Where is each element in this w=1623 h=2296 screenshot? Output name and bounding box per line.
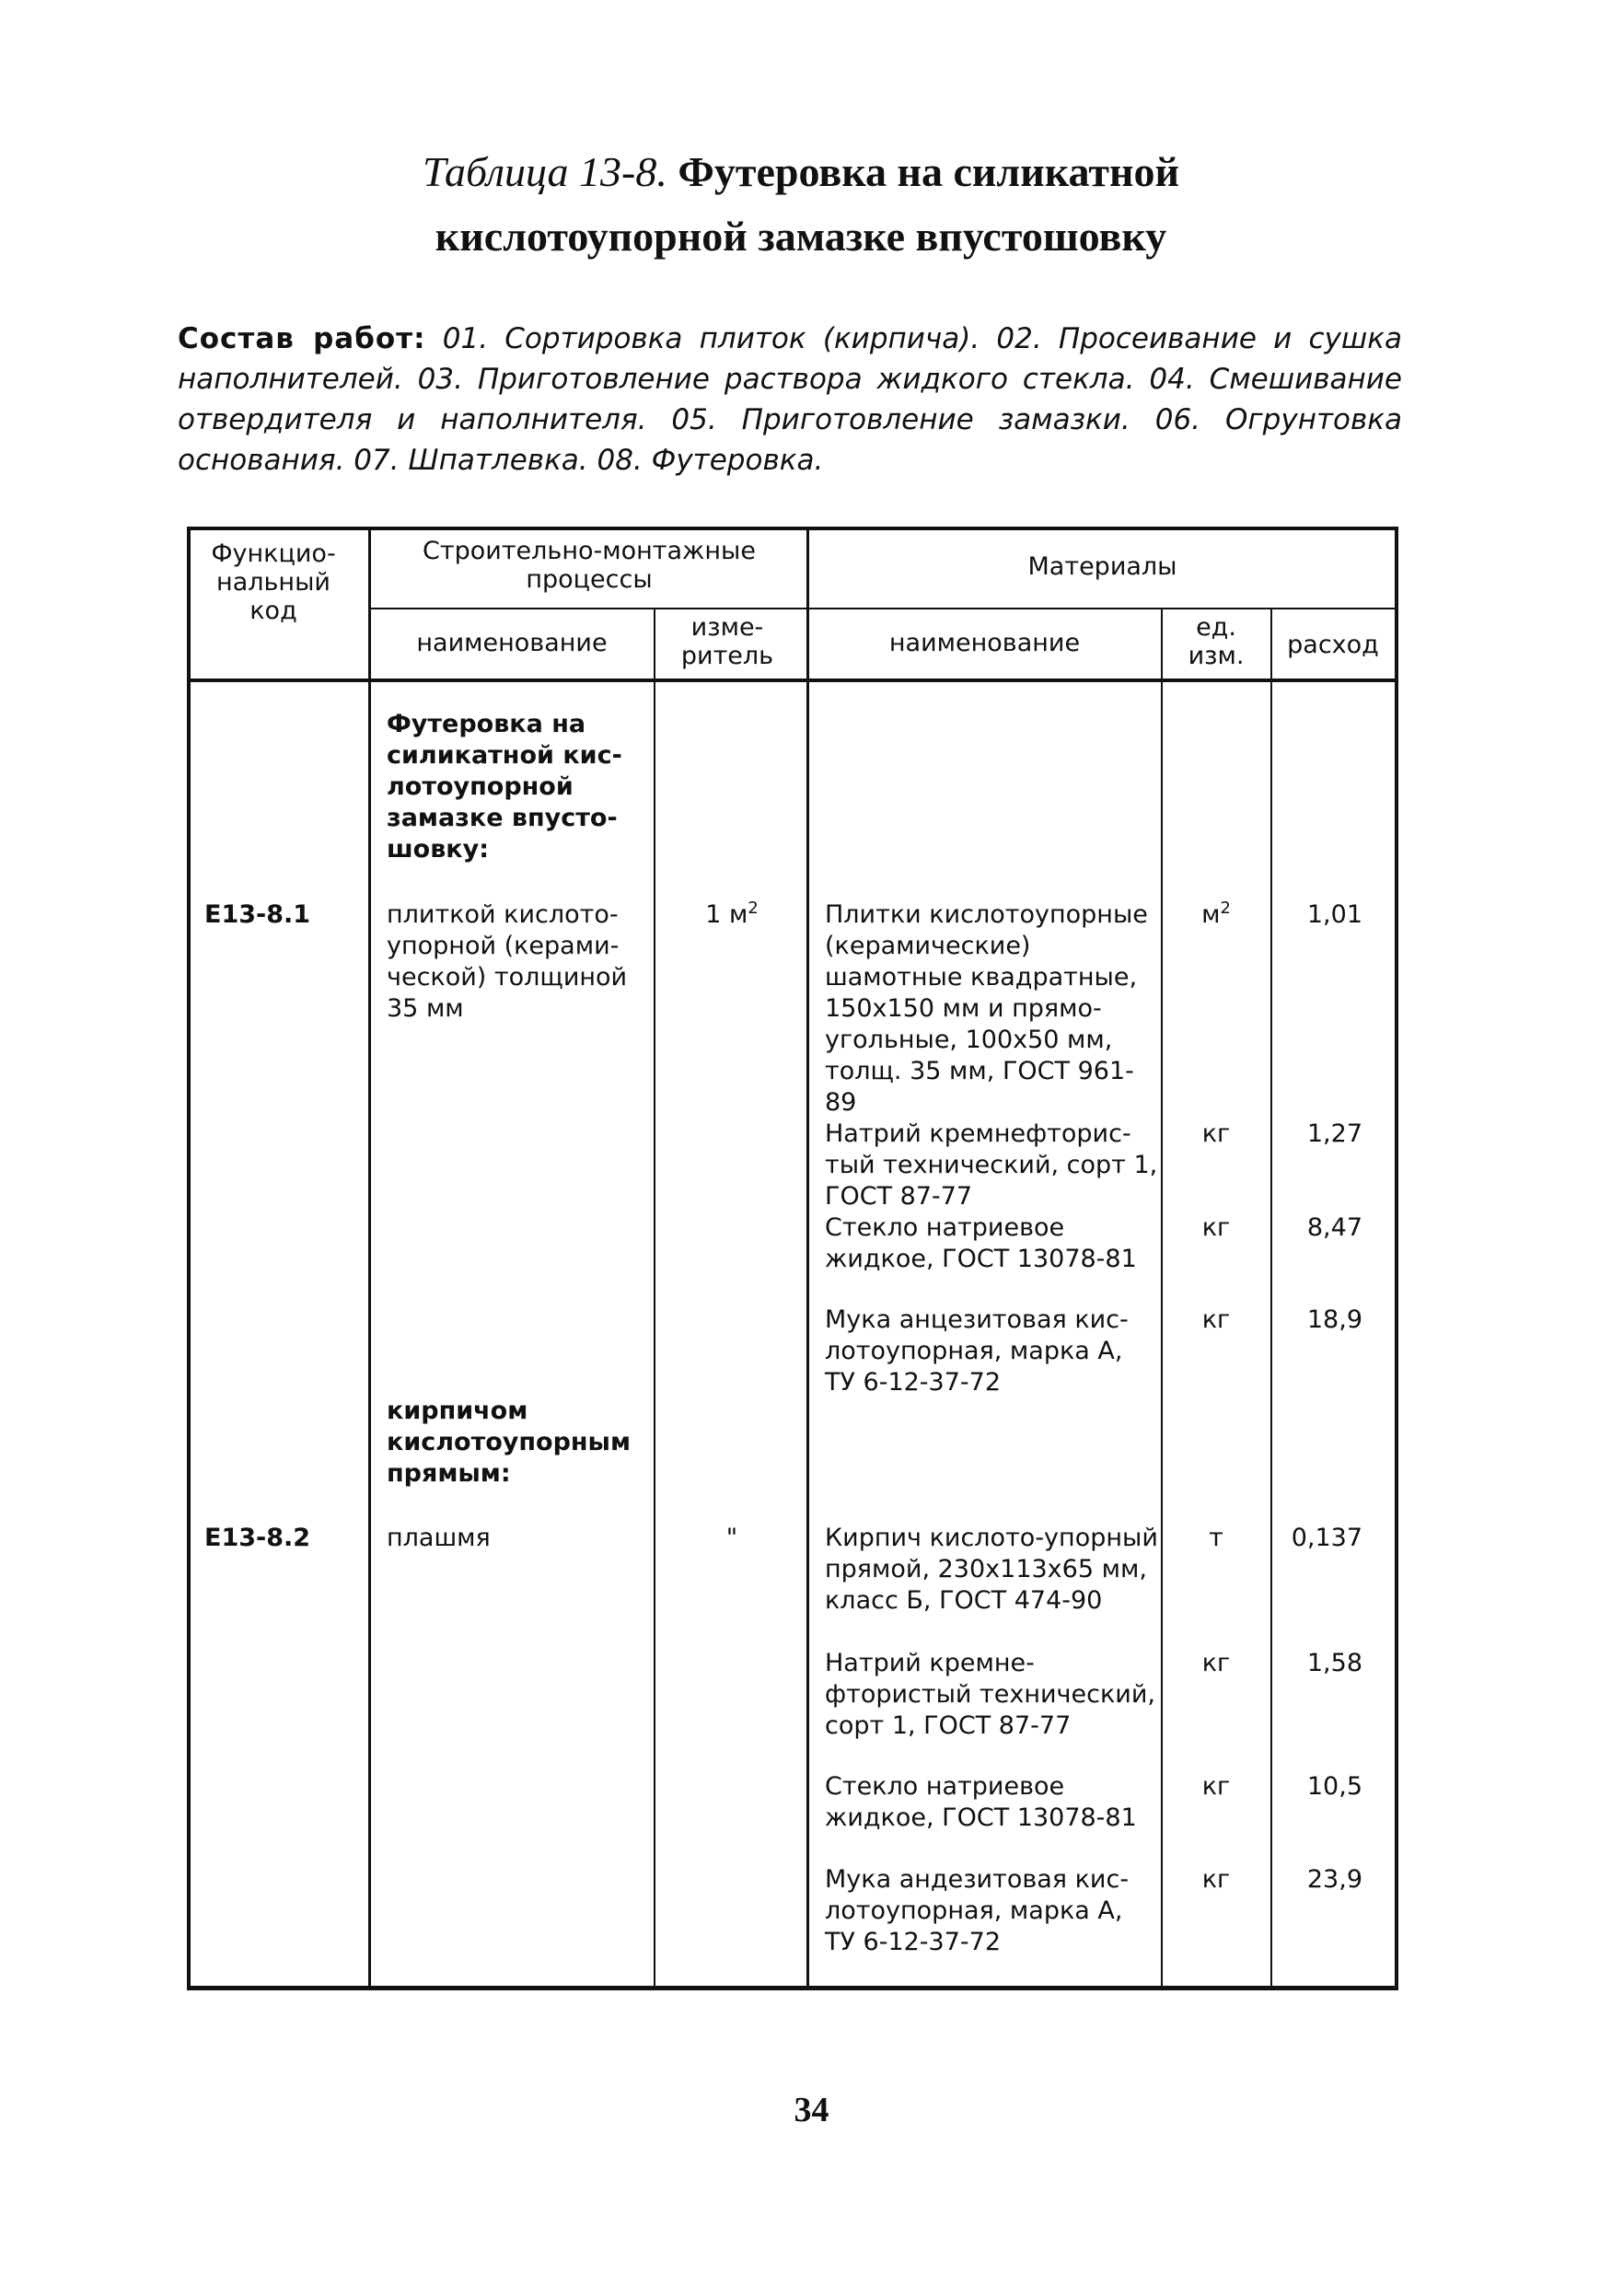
- row-code-2: Е13-8.2: [204, 1524, 311, 1552]
- row-code-1: Е13-8.1: [204, 900, 311, 929]
- col-divider-2: [654, 608, 655, 1989]
- material-unit-1: [1165, 899, 1267, 931]
- material-unit-8: кг: [1201, 1865, 1231, 1894]
- table-border-right: [1395, 527, 1398, 1990]
- material-name-8: Мука андезитовая кис-лотоупорная, марка А, ТУ 6-12-37-72: [825, 1865, 1130, 1956]
- row-name-2: плашмя: [387, 1524, 491, 1552]
- material-rate-4: 18,9: [1306, 1305, 1362, 1334]
- row-meter-1: [667, 899, 796, 931]
- material-rate-6: 1,58: [1306, 1649, 1362, 1677]
- material-unit-1-value: м: [1201, 900, 1221, 929]
- header-divider-subheader: [370, 608, 1398, 609]
- material-unit-3: кг: [1201, 1213, 1231, 1242]
- page-number: 34: [794, 2091, 829, 2129]
- work-composition-lead: Состав работ:: [178, 322, 426, 355]
- header-rate: расход: [1287, 631, 1379, 659]
- material-unit-4: кг: [1201, 1305, 1231, 1334]
- material-name-6: Натрий кремне-фтористый технический, сорт 1, ГОСТ 87-77: [825, 1649, 1155, 1740]
- row-meter-1-value: 1 м: [705, 900, 748, 929]
- material-unit-1-sup: 2: [1220, 899, 1231, 918]
- header-process-name: наименование: [416, 629, 608, 657]
- col-divider-5: [1270, 608, 1272, 1989]
- table-border-left: [187, 527, 191, 1990]
- material-name-5: Кирпич кислото-упорный прямой, 230х113х65 мм, класс Б, ГОСТ 474-90: [825, 1524, 1158, 1615]
- header-material-name: наименование: [888, 629, 1081, 657]
- title-prefix: Таблица 13-8.: [423, 148, 667, 195]
- material-rate-8: 23,9: [1306, 1865, 1362, 1894]
- material-rate-2: 1,27: [1306, 1119, 1362, 1148]
- material-unit-6: кг: [1201, 1649, 1231, 1677]
- material-unit-2: кг: [1201, 1119, 1231, 1148]
- material-name-2: Натрий кремнефторис-тый технический, сорт 1, ГОСТ 87-77: [825, 1119, 1158, 1211]
- work-composition-text: 01. Сортировка плиток (кирпича). 02. Просеивание и сушка наполнителей. 03. Приготовление раствора жидкого стекла. 04. Смешивание отвердителя и наполнителя. 05. Приготовление замазки. 06. Огрунтовка основания. 07. Шпатлевка. 08. Футеровка.: [178, 322, 1402, 477]
- material-rate-5: 0,137: [1291, 1524, 1362, 1552]
- material-name-7: Стекло натриевое жидкое, ГОСТ 13078-81: [825, 1772, 1137, 1832]
- group-heading-1: Футеровка на силикатной кис-лотоупорной замазке впусто-шовку:: [387, 710, 622, 864]
- header-unit: ед. изм.: [1188, 613, 1245, 670]
- material-rate-1: 1,01: [1306, 900, 1362, 929]
- material-name-1: Плитки кислотоупорные (керамические) шамотные квадратные, 150х150 мм и прямо-угольные, 100х50 мм, толщ. 35 мм, ГОСТ 961-89: [825, 900, 1148, 1117]
- header-meter: изме-ритель: [680, 613, 774, 670]
- col-divider-1: [368, 527, 371, 1990]
- header-processes: Строительно-монтажные процессы: [423, 537, 756, 594]
- col-divider-3: [806, 527, 809, 1990]
- row-name-1: плиткой кислото-упорной (керами-ческой) толщиной 35 мм: [387, 900, 628, 1023]
- material-name-3: Стекло натриевое жидкое, ГОСТ 13078-81: [825, 1213, 1137, 1273]
- material-unit-7: кг: [1201, 1772, 1231, 1801]
- title-line-2: кислотоупорной замазке впустошовку: [435, 213, 1167, 260]
- row-meter-2: ": [725, 1524, 738, 1552]
- header-code: Функцио-нальный код: [211, 539, 336, 625]
- col-divider-4: [1161, 608, 1163, 1989]
- material-name-4: Мука анцезитовая кис-лотоупорная, марка А, ТУ 6-12-37-72: [825, 1305, 1129, 1397]
- row-meter-1-sup: 2: [748, 899, 759, 918]
- title-line-1: Футеровка на силикатной: [678, 148, 1179, 195]
- material-rate-3: 8,47: [1306, 1213, 1362, 1242]
- group-heading-2: кирпичом кислотоупорным прямым:: [387, 1397, 632, 1488]
- header-materials: Материалы: [1027, 552, 1177, 581]
- material-unit-5: т: [1209, 1524, 1223, 1552]
- material-rate-7: 10,5: [1306, 1772, 1362, 1801]
